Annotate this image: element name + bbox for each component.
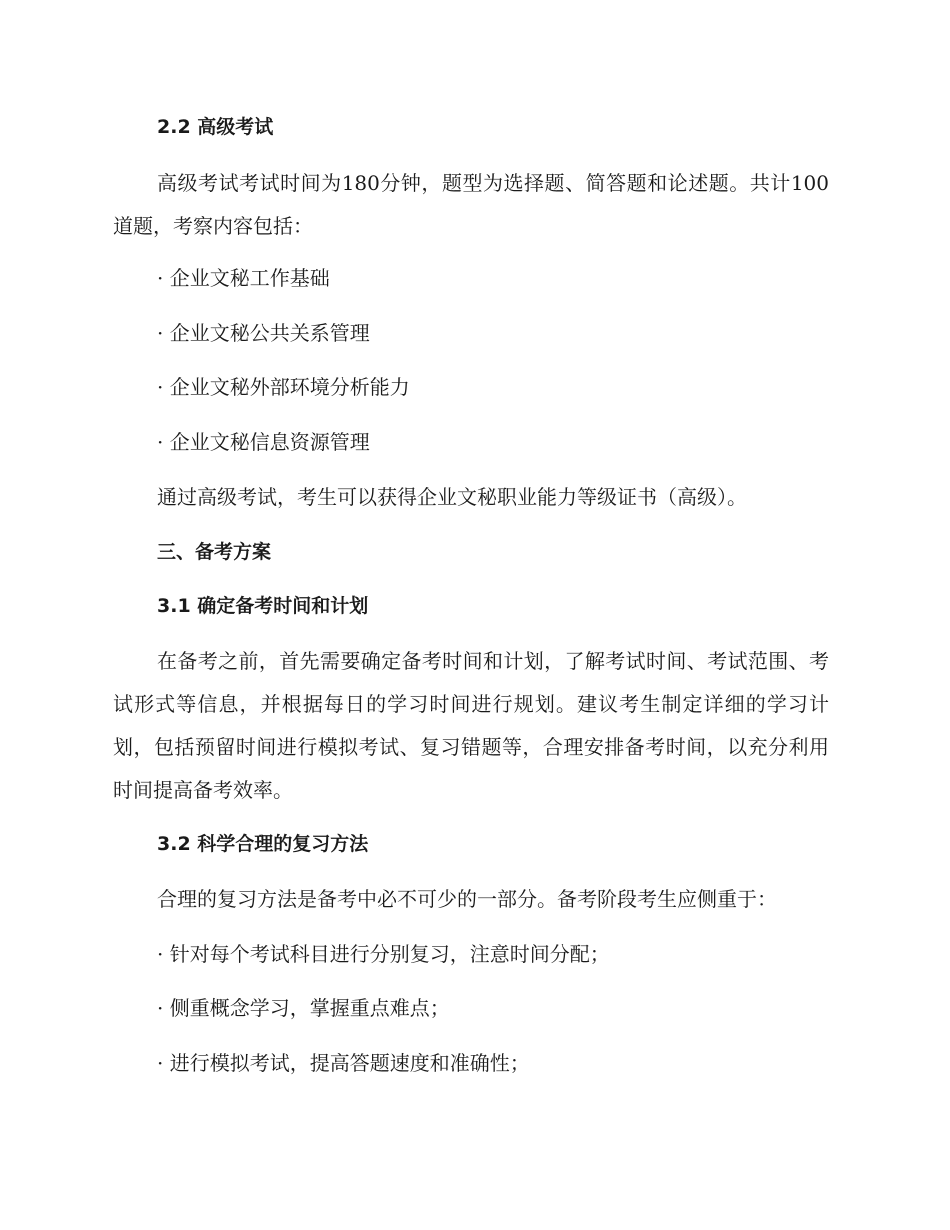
section-2-2-intro: 高级考试考试时间为180分钟，题型为选择题、简答题和论述题。共计100道题，考察内容包括： <box>113 171 829 238</box>
section-2-2-heading: 2.2 高级考试 <box>157 116 274 138</box>
list-item: · 企业文秘公共关系管理 <box>157 321 370 345</box>
section-3-1-body: 在备考之前，首先需要确定备考时间和计划，了解考试时间、考试范围、考试形式等信息，并根据每日的学习时间进行规划。建议考生制定详细的学习计划，包括预留时间进行模拟考试、复习错题等，合理安排备考时间，以充分利用时间提高备考效率。 <box>113 649 829 802</box>
list-item: · 企业文秘外部环境分析能力 <box>157 375 410 399</box>
list-item: · 企业文秘信息资源管理 <box>157 430 370 454</box>
list-item: · 进行模拟考试，提高答题速度和准确性； <box>157 1051 530 1075</box>
list-item: · 侧重概念学习，掌握重点难点； <box>157 996 450 1020</box>
section-3-2-heading: 3.2 科学合理的复习方法 <box>157 833 369 855</box>
section-2-2-conclusion: 通过高级考试，考生可以获得企业文秘职业能力等级证书（高级）。 <box>157 485 747 509</box>
section-3-2-intro: 合理的复习方法是备考中必不可少的一部分。备考阶段考生应侧重于： <box>157 887 777 911</box>
section-3-1-heading: 3.1 确定备考时间和计划 <box>157 595 369 617</box>
list-item: · 企业文秘工作基础 <box>157 266 330 290</box>
list-item: · 针对每个考试科目进行分别复习，注意时间分配； <box>157 942 610 966</box>
section-3-heading: 三、备考方案 <box>157 541 272 563</box>
